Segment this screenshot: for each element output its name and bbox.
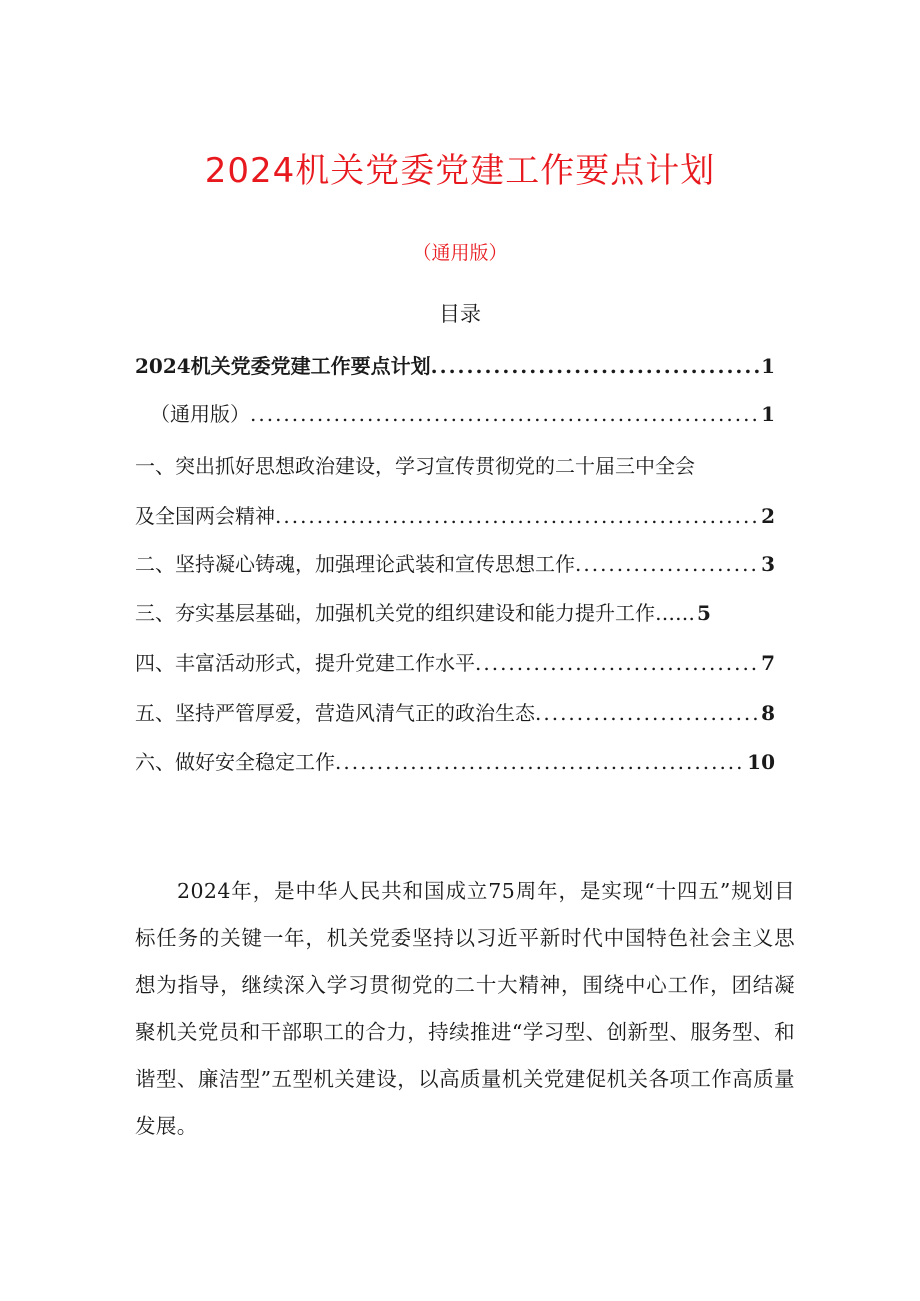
toc-entry-label-line1[interactable]: 一、突出抓好思想政治建设，学习宣传贯彻党的二十届三中全会 [135, 454, 695, 478]
toc-leader-dots [275, 504, 759, 528]
toc-leader-dots [475, 651, 759, 675]
toc-leader-dots [335, 750, 745, 774]
toc-entry[interactable] [135, 548, 775, 578]
toc-leader-dots [431, 354, 759, 378]
toc-entry[interactable] [135, 647, 775, 677]
toc-page-number: 3 [761, 552, 775, 576]
toc-entry[interactable] [135, 697, 775, 727]
toc-entry[interactable] [135, 500, 775, 530]
toc-entry[interactable] [135, 746, 775, 776]
toc-entry-label: （通用版） [150, 402, 250, 426]
toc-entry[interactable] [135, 350, 775, 380]
toc-entry[interactable] [150, 398, 775, 428]
toc-entry-label: 四、丰富活动形式，提升党建工作水平 [135, 651, 475, 675]
toc-heading: 目录 [439, 302, 481, 326]
toc-entry[interactable] [135, 597, 775, 627]
toc-page-number: 10 [747, 750, 775, 774]
toc-page-number: 8 [761, 701, 775, 725]
toc-page-number: 2 [761, 504, 775, 528]
body-paragraph: 2024年，是中华人民共和国成立75周年，是实现“十四五”规划目标任务的关键一年，机关党委坚持以习近平新时代中国特色社会主义思想为指导，继续深入学习贯彻党的二十大精神，围绕中心工作，团结凝聚机关党员和干部职工的合力，持续推进“学习型、创新型、服务型、和谐型、廉洁型”五型机关建设，以高质量机关党建促机关各项工作高质量发展。 [135, 879, 795, 1138]
toc-page-number: 1 [761, 354, 775, 378]
toc-entry-label: 二、坚持凝心铸魂，加强理论武装和宣传思想工作 [135, 552, 575, 576]
toc-entry-label: 三、夯实基层基础，加强机关党的组织建设和能力提升工作…… [135, 601, 695, 625]
toc-entry-label: 五、坚持严管厚爱，营造风清气正的政治生态 [135, 701, 535, 725]
toc-page-number: 5 [697, 601, 711, 625]
toc-page-number: 7 [761, 651, 775, 675]
document-subtitle: （通用版） [412, 242, 508, 264]
document-title: 2024机关党委党建工作要点计划 [204, 151, 716, 191]
toc-leader-dots [250, 402, 759, 426]
toc-leader-dots [535, 701, 759, 725]
toc-entry-label: 及全国两会精神 [135, 504, 275, 528]
toc-entry-label: 六、做好安全稳定工作 [135, 750, 335, 774]
toc-page-number: 1 [761, 402, 775, 426]
toc-leader-dots [575, 552, 759, 576]
toc-entry-label: 2024机关党委党建工作要点计划 [135, 354, 431, 378]
